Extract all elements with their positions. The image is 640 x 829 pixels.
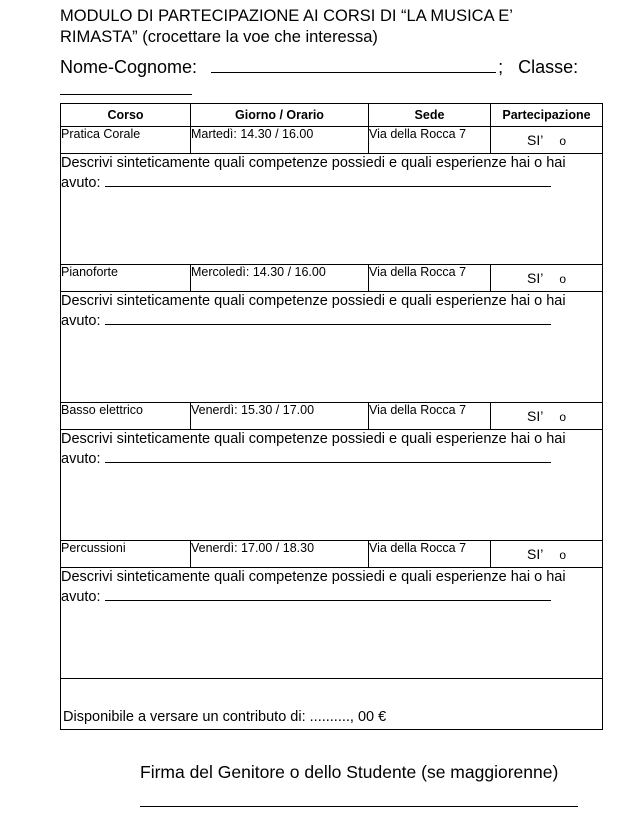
participation-cell (491, 541, 603, 568)
description-field[interactable] (105, 172, 551, 187)
description-prompt: Descrivi sinteticamente quali competenze possiedi e quali esperienze hai o hai (61, 293, 566, 309)
table-row (61, 265, 603, 292)
course-name: Basso elettrico (61, 403, 191, 430)
separator: ; (498, 57, 504, 77)
description-prompt-end: avuto: (61, 313, 101, 329)
contribution-row (61, 679, 603, 730)
course-schedule: Martedì: 14.30 / 16.00 (191, 127, 369, 154)
signature-label: Firma del Genitore o dello Studente (se maggiorenne) (140, 762, 559, 782)
course-location: Via della Rocca 7 (369, 541, 491, 568)
participation-checkbox[interactable]: o (559, 272, 567, 286)
si-label: SI’ (526, 408, 544, 424)
course-location: Via della Rocca 7 (369, 265, 491, 292)
table-row (61, 127, 603, 154)
course-schedule: Venerdì: 17.00 / 18.30 (191, 541, 369, 568)
student-info-line (60, 56, 620, 78)
participation-cell (491, 265, 603, 292)
participation-cell (491, 127, 603, 154)
name-field[interactable] (211, 56, 496, 73)
class-label: Classe: (518, 57, 579, 77)
header-sede: Sede (369, 104, 491, 127)
participation-checkbox[interactable]: o (559, 410, 567, 424)
si-label: SI’ (526, 270, 544, 286)
description-cell[interactable] (61, 154, 603, 265)
course-location: Via della Rocca 7 (369, 403, 491, 430)
description-prompt: Descrivi sinteticamente quali competenze possiedi e quali esperienze hai o hai (61, 431, 566, 447)
description-prompt-end: avuto: (61, 175, 101, 191)
table-header-row (61, 104, 603, 127)
description-cell[interactable] (61, 430, 603, 541)
title-note: (crocettare la voe che interessa) (142, 28, 378, 46)
description-field[interactable] (105, 310, 551, 325)
title-line-2: RIMASTA” (60, 28, 138, 46)
description-prompt: Descrivi sinteticamente quali competenze possiedi e quali esperienze hai o hai (61, 155, 566, 171)
participation-checkbox[interactable]: o (559, 548, 567, 562)
table-row (61, 403, 603, 430)
header-corso: Corso (61, 104, 191, 127)
description-field[interactable] (105, 448, 551, 463)
si-label: SI’ (526, 546, 544, 562)
participation-cell (491, 403, 603, 430)
si-label: SI’ (526, 132, 544, 148)
name-label: Nome-Cognome: (60, 57, 198, 77)
class-field[interactable] (60, 80, 192, 95)
contribution-cell[interactable]: Disponibile a versare un contributo di: .........., 00 € (61, 679, 603, 730)
course-schedule: Mercoledì: 14.30 / 16.00 (191, 265, 369, 292)
description-prompt: Descrivi sinteticamente quali competenze possiedi e quali esperienze hai o hai (61, 569, 566, 585)
participation-checkbox[interactable]: o (559, 134, 567, 148)
course-location: Via della Rocca 7 (369, 127, 491, 154)
table-row (61, 541, 603, 568)
description-prompt-end: avuto: (61, 451, 101, 467)
form-title (60, 6, 620, 48)
description-prompt-end: avuto: (61, 589, 101, 605)
description-cell[interactable] (61, 292, 603, 403)
description-cell[interactable] (61, 568, 603, 679)
course-name: Pianoforte (61, 265, 191, 292)
course-name: Percussioni (61, 541, 191, 568)
header-orario: Giorno / Orario (191, 104, 369, 127)
course-schedule: Venerdì: 15.30 / 17.00 (191, 403, 369, 430)
description-row (61, 154, 603, 265)
header-partecipazione: Partecipazione (491, 104, 603, 127)
description-row (61, 430, 603, 541)
description-row (61, 292, 603, 403)
course-name: Pratica Corale (61, 127, 191, 154)
courses-table (60, 103, 603, 730)
signature-field[interactable] (140, 792, 578, 807)
description-row (61, 568, 603, 679)
description-field[interactable] (105, 586, 551, 601)
title-line-1: MODULO DI PARTECIPAZIONE AI CORSI DI “LA MUSICA E’ (60, 7, 513, 25)
